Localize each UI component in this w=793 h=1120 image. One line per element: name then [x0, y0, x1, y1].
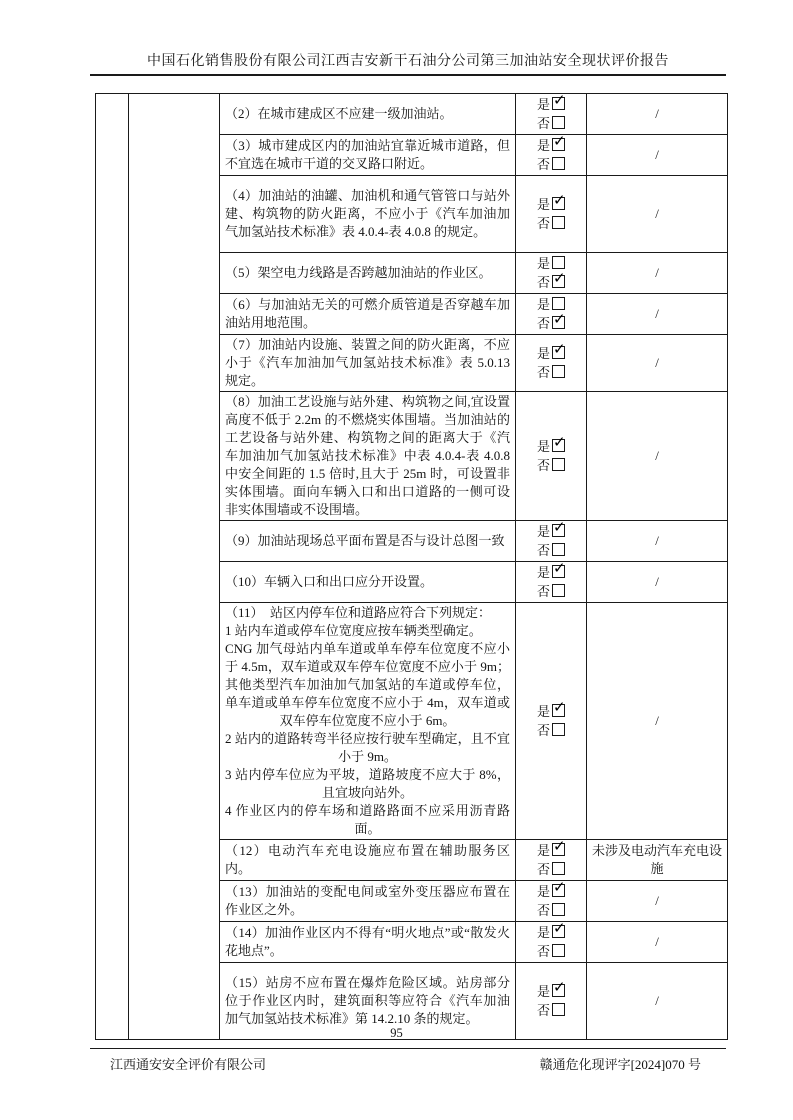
yes-checkbox — [552, 346, 565, 359]
yes-no-cell — [516, 521, 587, 562]
result-text: 未涉及电动汽车充电设施 — [592, 843, 723, 876]
result-text: / — [655, 893, 659, 908]
no-label: 否 — [536, 723, 550, 738]
yes-checkbox — [552, 843, 565, 856]
yes-label: 是 — [536, 524, 550, 539]
no-label: 否 — [536, 458, 550, 473]
no-checkbox — [552, 1003, 565, 1016]
footer-company: 江西通安安全评价有限公司 — [110, 1057, 267, 1072]
criterion-cell — [220, 253, 516, 294]
header-rule — [90, 74, 726, 76]
yes-label: 是 — [536, 843, 550, 858]
no-checkbox — [552, 903, 565, 916]
criterion-cell — [220, 176, 516, 253]
yes-no-cell — [516, 176, 587, 253]
yes-label: 是 — [536, 138, 550, 153]
yes-checkbox — [552, 524, 565, 537]
result-cell — [587, 135, 728, 176]
yes-label: 是 — [536, 197, 550, 212]
yes-label: 是 — [536, 297, 550, 312]
criterion-cell — [220, 94, 516, 135]
no-checkbox — [552, 216, 565, 229]
result-cell — [587, 294, 728, 335]
result-cell — [587, 562, 728, 603]
yes-no-cell — [516, 392, 587, 521]
result-text: / — [655, 206, 659, 221]
criterion-text: （2）在城市建成区不应建一级加油站。 — [225, 106, 453, 121]
yes-checkbox — [552, 565, 565, 578]
criterion-text: （12）电动汽车充电设施应布置在辅助服务区内。 — [225, 843, 510, 876]
yes-checkbox — [552, 704, 565, 717]
criterion-text: （9）加油站现场总平面布置是否与设计总图一致 — [225, 533, 505, 548]
result-text: / — [655, 993, 659, 1008]
yes-label: 是 — [536, 884, 550, 899]
yes-no-cell — [516, 135, 587, 176]
no-label: 否 — [536, 543, 550, 558]
yes-no-cell — [516, 603, 587, 840]
criterion-text: 2 站内的道路转弯半径应按行驶车型确定，且不宜小于 9m。 — [225, 731, 510, 764]
yes-no-cell — [516, 335, 587, 392]
yes-checkbox — [552, 97, 565, 110]
no-label: 否 — [536, 584, 550, 599]
result-cell — [587, 840, 728, 881]
no-label: 否 — [536, 903, 550, 918]
table-row — [96, 94, 728, 135]
criterion-text: （8）加油工艺设施与站外建、构筑物之间,宜设置高度不低于 2.2m 的不燃烧实体围墙。当加油站的工艺设备与站外建、构筑物之间的距离大于《汽车加油加气加氢站技术标准》中表 4.0.4-表 4.0.8 中安全间距的 1.5 倍时,且大于 25m 时，可设置非实体围墙。面向车辆入口和出口道路的一侧可设非实体围墙或不设围墙。 — [225, 394, 510, 517]
yes-no-cell — [516, 253, 587, 294]
criterion-cell — [220, 135, 516, 176]
criterion-cell — [220, 294, 516, 335]
criterion-text: （3）城市建成区内的加油站宜靠近城市道路，但不宜选在城市干道的交叉路口附近。 — [225, 138, 510, 171]
no-label: 否 — [536, 365, 550, 380]
result-text: / — [655, 533, 659, 548]
criterion-cell — [220, 521, 516, 562]
no-checkbox — [552, 116, 565, 129]
criterion-text: CNG 加气母站内单车道或单车停车位宽度不应小于 4.5m，双车道或双车停车位宽度不应小于 9m；其他类型汽车加油加气加氢站的车道或停车位，单车道或单车停车位宽度不应小于 4m，双车道或双车停车位宽度不应小于 6m。 — [225, 641, 510, 728]
no-checkbox — [552, 723, 565, 736]
yes-checkbox — [552, 197, 565, 210]
criterion-cell — [220, 392, 516, 521]
yes-no-cell — [516, 881, 587, 922]
no-label: 否 — [536, 316, 550, 331]
result-text: / — [655, 934, 659, 949]
no-checkbox — [552, 543, 565, 556]
spacer-cell-2 — [129, 94, 220, 1040]
result-cell — [587, 176, 728, 253]
page-number: 95 — [390, 1026, 403, 1040]
criterion-cell — [220, 603, 516, 840]
criterion-text: （13）加油站的变配电间或室外变压器应布置在作业区之外。 — [225, 884, 510, 917]
criterion-text: （4）加油站的油罐、加油机和通气管管口与站外建、构筑物的防火距离，不应小于《汽车加油加气加氢站技术标准》表 4.0.4-表 4.0.8 的规定。 — [225, 188, 510, 239]
yes-checkbox — [552, 138, 565, 151]
no-label: 否 — [536, 116, 550, 131]
yes-label: 是 — [536, 565, 550, 580]
criterion-text: 4 作业区内的停车场和道路路面不应采用沥青路面。 — [225, 803, 510, 836]
no-label: 否 — [536, 216, 550, 231]
no-checkbox — [552, 944, 565, 957]
no-checkbox — [552, 316, 565, 329]
checklist-table — [95, 93, 728, 1040]
yes-checkbox — [552, 256, 565, 269]
yes-no-cell — [516, 94, 587, 135]
yes-no-cell — [516, 840, 587, 881]
no-checkbox — [552, 458, 565, 471]
criterion-text: （6）与加油站无关的可燃介质管道是否穿越车加油站用地范围。 — [225, 297, 510, 330]
no-checkbox — [552, 275, 565, 288]
yes-checkbox — [552, 297, 565, 310]
criterion-cell — [220, 335, 516, 392]
result-cell — [587, 335, 728, 392]
criterion-cell — [220, 562, 516, 603]
result-cell — [587, 922, 728, 963]
criterion-cell — [220, 840, 516, 881]
criterion-text: （5）架空电力线路是否跨越加油站的作业区。 — [225, 265, 492, 280]
no-label: 否 — [536, 862, 550, 877]
yes-label: 是 — [536, 346, 550, 361]
yes-label: 是 — [536, 704, 550, 719]
result-text: / — [655, 355, 659, 370]
result-text: / — [655, 713, 659, 728]
footer-doc-number: 赣通危化现评字[2024]070 号 — [539, 1057, 701, 1072]
criterion-text: （11） 站区内停车位和道路应符合下列规定： — [225, 605, 492, 620]
result-cell — [587, 881, 728, 922]
result-text: / — [655, 147, 659, 162]
yes-label: 是 — [536, 97, 550, 112]
report-header-title: 中国石化销售股份有限公司江西吉安新干石油分公司第三加油站安全现状评价报告 — [147, 54, 669, 69]
no-checkbox — [552, 862, 565, 875]
yes-label: 是 — [536, 256, 550, 271]
no-checkbox — [552, 365, 565, 378]
criterion-text: （7）加油站内设施、装置之间的防火距离，不应小于《汽车加油加气加氢站技术标准》表 5.0.13 规定。 — [225, 337, 510, 388]
result-text: / — [655, 448, 659, 463]
no-checkbox — [552, 584, 565, 597]
no-checkbox — [552, 157, 565, 170]
yes-checkbox — [552, 439, 565, 452]
yes-label: 是 — [536, 984, 550, 999]
yes-label: 是 — [536, 925, 550, 940]
yes-checkbox — [552, 925, 565, 938]
yes-no-cell — [516, 294, 587, 335]
criterion-text: （14）加油作业区内不得有“明火地点”或“散发火花地点”。 — [225, 925, 510, 958]
no-label: 否 — [536, 944, 550, 959]
criterion-cell — [220, 881, 516, 922]
yes-checkbox — [552, 984, 565, 997]
criterion-text: 3 站内停车位应为平坡，道路坡度不应大于 8%，且宜坡向站外。 — [225, 767, 510, 800]
result-cell — [587, 94, 728, 135]
result-text: / — [655, 106, 659, 121]
result-cell — [587, 392, 728, 521]
yes-no-cell — [516, 922, 587, 963]
spacer-cell-1 — [96, 94, 129, 1040]
result-cell — [587, 253, 728, 294]
no-label: 否 — [536, 275, 550, 290]
criterion-text: 1 站内车道或停车位宽度应按车辆类型确定。 — [225, 623, 482, 638]
no-label: 否 — [536, 1003, 550, 1018]
result-cell — [587, 521, 728, 562]
no-label: 否 — [536, 157, 550, 172]
yes-no-cell — [516, 562, 587, 603]
result-cell — [587, 603, 728, 840]
result-text: / — [655, 306, 659, 321]
criterion-text: （15）站房不应布置在爆炸危险区域。站房部分位于作业区内时，建筑面积等应符合《汽车加油加气加氢站技术标准》第 14.2.10 条的规定。 — [225, 975, 510, 1026]
criterion-cell — [220, 922, 516, 963]
footer-rule — [90, 1048, 726, 1049]
result-text: / — [655, 574, 659, 589]
criterion-text: （10）车辆入口和出口应分开设置。 — [225, 574, 434, 589]
result-text: / — [655, 265, 659, 280]
yes-label: 是 — [536, 439, 550, 454]
yes-checkbox — [552, 884, 565, 897]
